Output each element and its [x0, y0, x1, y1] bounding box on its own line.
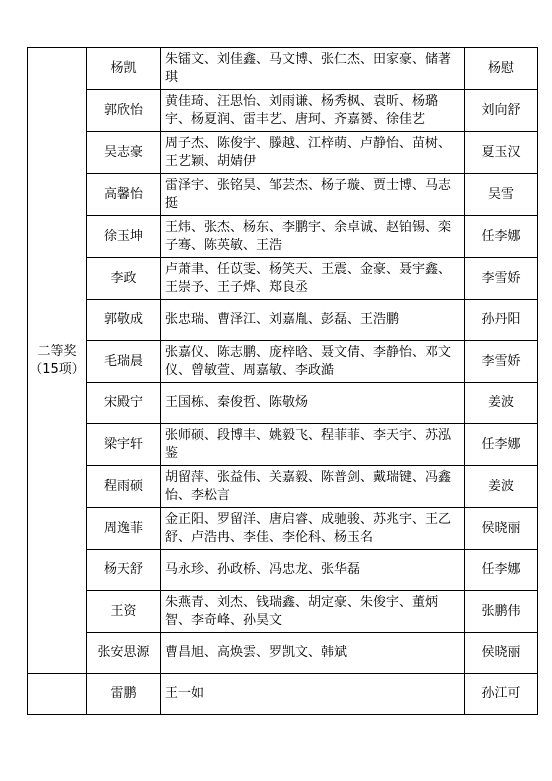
award-level-cell	[28, 48, 87, 674]
leader-cell: 王资	[87, 591, 161, 633]
members-cell: 王一如	[161, 674, 465, 715]
members-cell: 张师硕、段博丰、姚毅飞、程菲菲、李天宇、苏泓鉴	[161, 424, 465, 466]
award-level-cell	[28, 674, 87, 715]
table-row	[28, 90, 538, 132]
leader-cell: 杨天舒	[87, 550, 161, 591]
leader-cell: 梁宇轩	[87, 424, 161, 466]
leader-cell: 郭欣怡	[87, 90, 161, 132]
leader-cell: 宋殿宁	[87, 383, 161, 424]
members-cell: 王国栋、秦俊哲、陈敬炀	[161, 383, 465, 424]
leader-cell: 张安思源	[87, 633, 161, 674]
teacher-cell: 夏玉汉	[465, 132, 538, 174]
members-cell: 金正阳、罗留洋、唐启睿、成驰骏、苏兆宇、王乙舒、卢浩冉、李佳、李伦科、杨玉名	[161, 508, 465, 550]
table-row	[28, 383, 538, 424]
members-cell: 胡留萍、张益伟、关嘉毅、陈普剑、戴瑞键、冯鑫怡、李松言	[161, 466, 465, 508]
teacher-cell: 任李娜	[465, 424, 538, 466]
leader-cell: 程雨硕	[87, 466, 161, 508]
members-cell: 马永珍、孙政桥、冯忠龙、张华磊	[161, 550, 465, 591]
award-level-label: 二等奖	[37, 343, 77, 359]
members-cell: 曹昌旭、高焕雲、罗凯文、韩斌	[161, 633, 465, 674]
teacher-cell: 孙江可	[465, 674, 538, 715]
members-cell: 张忠瑞、曹泽江、刘嘉胤、彭磊、王浩鹏	[161, 300, 465, 341]
teacher-cell: 姜波	[465, 466, 538, 508]
leader-cell: 徐玉坤	[87, 216, 161, 258]
leader-cell: 李政	[87, 258, 161, 300]
teacher-cell: 李雪娇	[465, 341, 538, 383]
award-count-label: （15项）	[29, 361, 85, 377]
table-row	[28, 424, 538, 466]
table-row	[28, 174, 538, 216]
table-row	[28, 633, 538, 674]
members-cell: 朱燕青、刘杰、钱瑞鑫、胡定豪、朱俊宇、董炳智、李奇峰、孙昊文	[161, 591, 465, 633]
table-row	[28, 466, 538, 508]
leader-cell: 周逸菲	[87, 508, 161, 550]
table-row	[28, 258, 538, 300]
teacher-cell: 刘向舒	[465, 90, 538, 132]
members-cell: 雷泽宇、张铭昊、邹芸杰、杨子璇、贾士博、马志挺	[161, 174, 465, 216]
table-row	[28, 591, 538, 633]
leader-cell: 吴志豪	[87, 132, 161, 174]
leader-cell: 雷鹏	[87, 674, 161, 715]
table-row	[28, 132, 538, 174]
teacher-cell: 孙丹阳	[465, 300, 538, 341]
teacher-cell: 侯晓丽	[465, 508, 538, 550]
teacher-cell: 张鹏伟	[465, 591, 538, 633]
leader-cell: 毛瑞晨	[87, 341, 161, 383]
teacher-cell: 吴雪	[465, 174, 538, 216]
table-row	[28, 674, 538, 715]
table-row	[28, 341, 538, 383]
members-cell: 卢萧聿、任苡雯、杨笑天、王震、金豪、聂宇鑫、王崇予、王子烨、郑良丞	[161, 258, 465, 300]
teacher-cell: 任李娜	[465, 216, 538, 258]
leader-cell: 杨凯	[87, 48, 161, 90]
members-cell: 王炜、张杰、杨东、李鹏宇、余卓诚、赵铂锡、栾子骞、陈英敏、王浩	[161, 216, 465, 258]
leader-cell: 郭敬成	[87, 300, 161, 341]
table-row	[28, 48, 538, 90]
table-row	[28, 550, 538, 591]
teacher-cell: 任李娜	[465, 550, 538, 591]
award-table-body	[28, 48, 538, 715]
table-row	[28, 300, 538, 341]
members-cell: 张嘉仪、陈志鹏、庞梓晗、聂文倩、李静怡、邓文仪、曾敏萱、周嘉敏、李政澔	[161, 341, 465, 383]
teacher-cell: 杨慰	[465, 48, 538, 90]
teacher-cell: 李雪娇	[465, 258, 538, 300]
members-cell: 黄佳琦、汪思怡、刘雨谦、杨秀枫、袁昕、杨璐宇、杨夏润、雷丰艺、唐珂、齐嘉赟、徐佳艺	[161, 90, 465, 132]
members-cell: 周子杰、陈俊宇、滕越、江梓萌、卢静怡、苗树、王艺颖、胡婧伊	[161, 132, 465, 174]
table-row	[28, 216, 538, 258]
teacher-cell: 侯晓丽	[465, 633, 538, 674]
leader-cell: 高馨怡	[87, 174, 161, 216]
teacher-cell: 姜波	[465, 383, 538, 424]
members-cell: 朱镭文、刘佳鑫、马文博、张仁杰、田家豪、储著琪	[161, 48, 465, 90]
table-row	[28, 508, 538, 550]
award-table	[27, 47, 538, 715]
